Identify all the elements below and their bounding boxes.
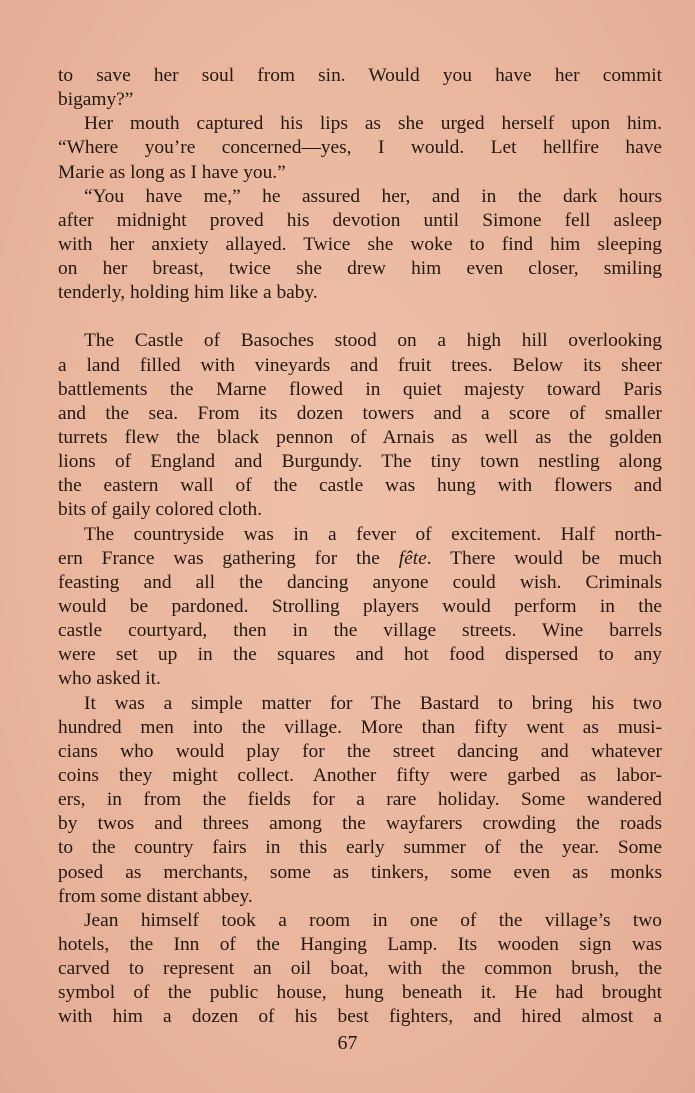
text-line: to the country fairs in this early summer of the year. Some — [58, 837, 662, 859]
text-line: from some distant abbey. — [58, 885, 253, 907]
text-line: “You have me,” he assured her, and in the dark hours — [84, 185, 662, 207]
text-line: on her breast, twice she drew him even closer, smiling — [58, 258, 662, 280]
text-line: Jean himself took a room in one of the village’s two — [84, 909, 662, 931]
text-line: who asked it. — [58, 668, 161, 690]
section-break — [58, 305, 662, 329]
page-body-text — [58, 64, 662, 1029]
text-line: battlements the Marne flowed in quiet majesty toward Paris — [58, 378, 662, 400]
text-line: would be pardoned. Strolling players would perform in the — [58, 595, 662, 617]
text-line: The Castle of Basoches stood on a high hill overlooking — [84, 330, 662, 352]
text-line: by twos and threes among the wayfarers crowding the roads — [58, 813, 662, 835]
text-line: to save her soul from sin. Would you have her commit — [58, 65, 662, 86]
text-line: bigamy?” — [58, 89, 134, 111]
text-line: the eastern wall of the castle was hung with flowers and — [58, 475, 662, 497]
text-line: and the sea. From its dozen towers and a score of smaller — [58, 402, 662, 424]
text-line: castle courtyard, then in the village streets. Wine barrels — [58, 620, 662, 642]
text-line: lions of England and Burgundy. The tiny town nestling along — [58, 451, 662, 473]
text-line: symbol of the public house, hung beneath it. He had brought — [58, 982, 662, 1004]
page-number: 67 — [337, 1032, 358, 1054]
text-line: after midnight proved his devotion until Simone fell asleep — [58, 209, 662, 231]
text-line: tenderly, holding him like a baby. — [58, 282, 318, 304]
text-line: were set up in the squares and hot food dispersed to any — [58, 644, 662, 666]
text-line: posed as merchants, some as tinkers, some even as monks — [58, 861, 662, 883]
text-line: hundred men into the village. More than fifty went as musi- — [58, 716, 662, 738]
text-line: The countryside was in a fever of excitement. Half north- — [84, 523, 662, 545]
text-line: bits of gaily colored cloth. — [58, 499, 263, 521]
text-line: It was a simple matter for The Bastard to bring his two — [84, 692, 662, 714]
text-line: ern France was gathering for the fête. There would be much — [58, 547, 662, 569]
text-line: turrets flew the black pennon of Arnais as well as the golden — [58, 426, 662, 448]
text-line: a land filled with vineyards and fruit trees. Below its sheer — [58, 354, 662, 376]
text-line: Marie as long as I have you.” — [58, 161, 286, 183]
text-line: Her mouth captured his lips as she urged herself upon him. — [84, 113, 662, 135]
text-line: with him a dozen of his best fighters, and hired almost a — [58, 1006, 662, 1028]
text-line: ers, in from the fields for a rare holiday. Some wandered — [58, 789, 662, 811]
text-line: carved to represent an oil boat, with the common brush, the — [58, 958, 662, 980]
text-line: with her anxiety allayed. Twice she woke to find him sleeping — [58, 233, 662, 255]
text-line: hotels, the Inn of the Hanging Lamp. Its wooden sign was — [58, 933, 662, 955]
text-line: cians who would play for the street dancing and whatever — [58, 740, 662, 762]
text-line: feasting and all the dancing anyone could wish. Criminals — [58, 571, 662, 593]
text-line: “Where you’re concerned—yes, I would. Let hellfire have — [58, 137, 662, 159]
text-line: coins they might collect. Another fifty were garbed as labor- — [58, 764, 662, 786]
